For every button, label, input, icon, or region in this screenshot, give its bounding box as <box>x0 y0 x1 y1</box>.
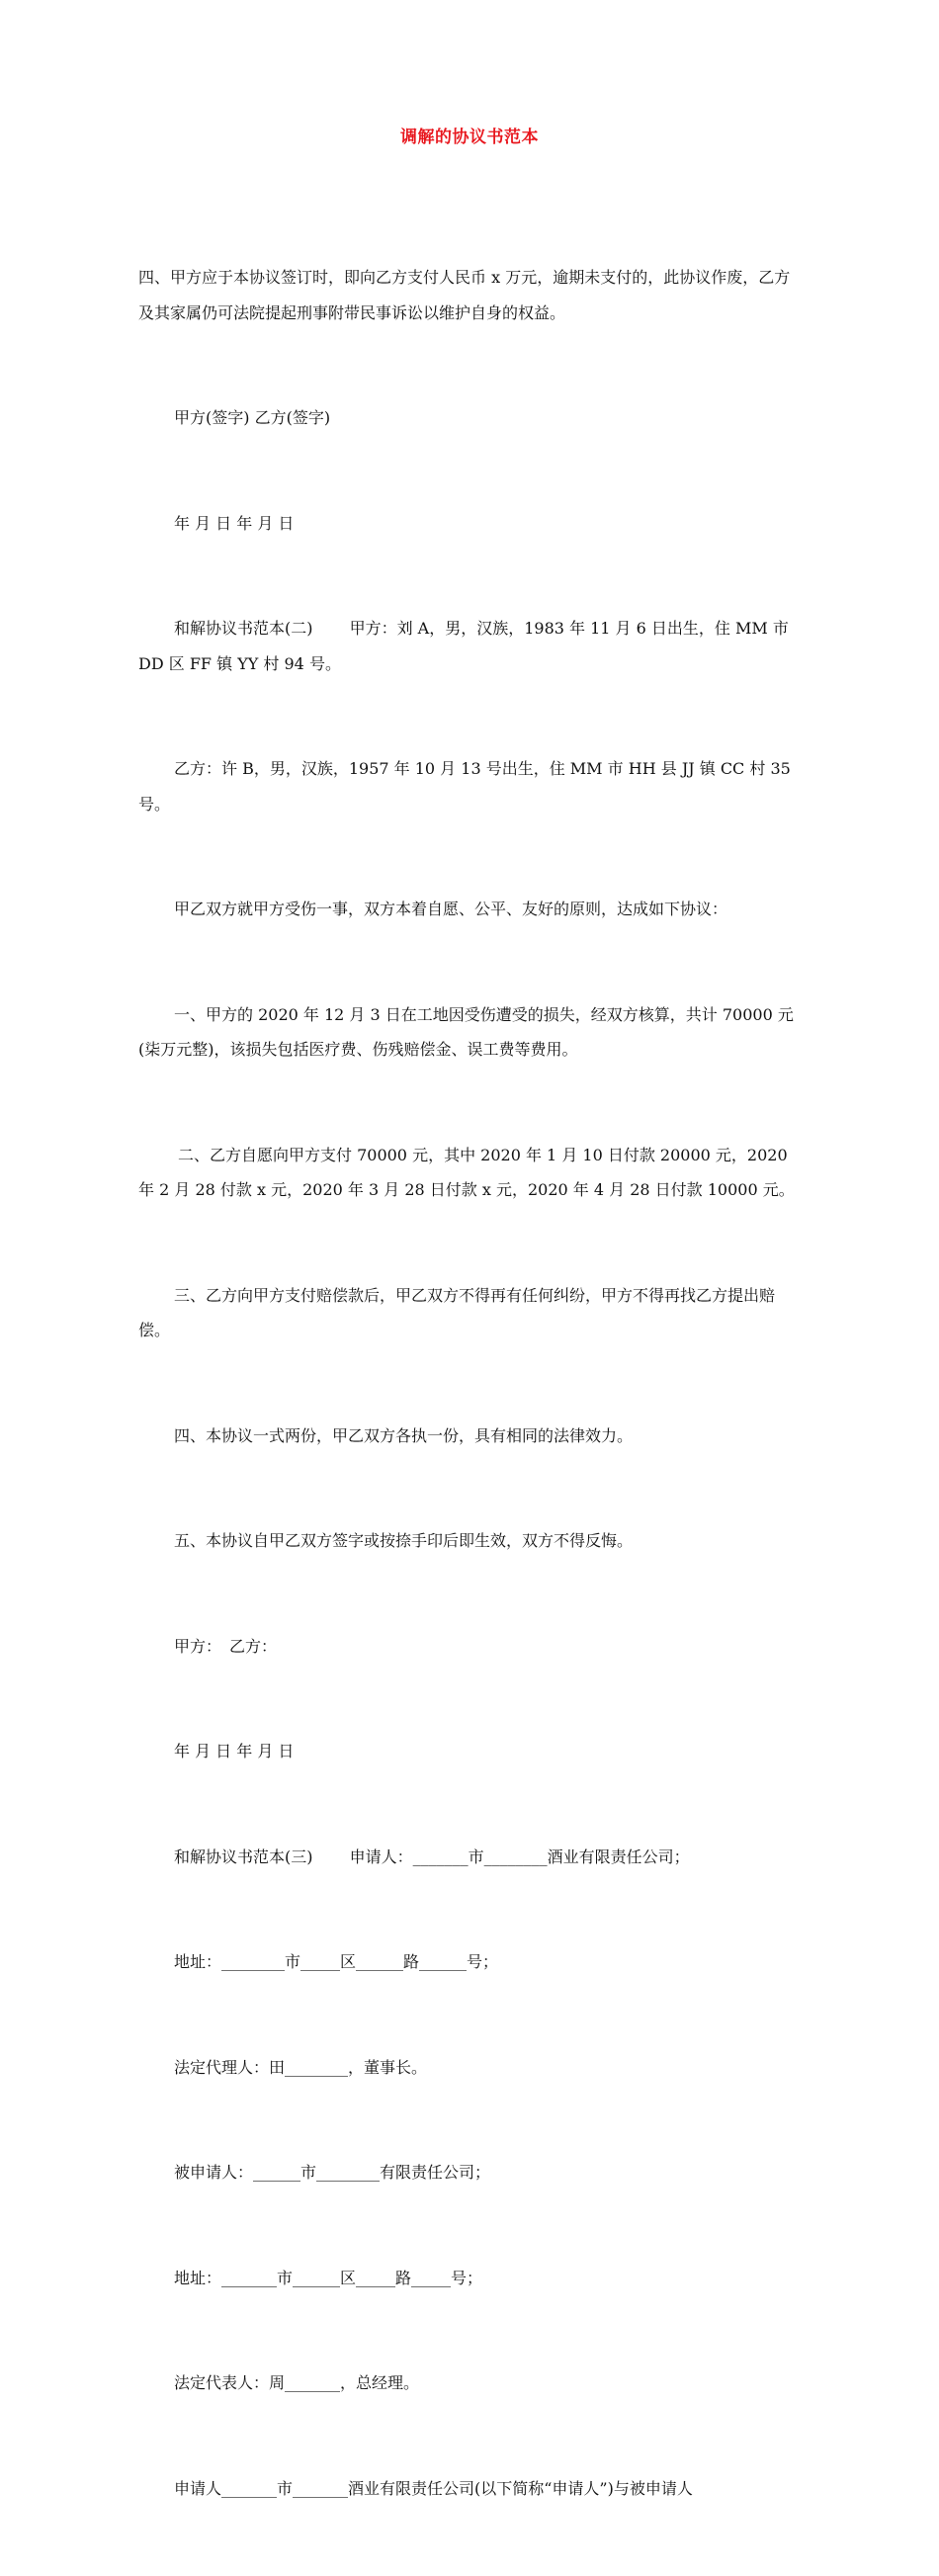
paragraph: 一、甲方的 2020 年 12 月 3 日在工地因受伤遭受的损失，经双方核算，共计 70000 元(柒万元整)，该损失包括医疗费、伤残赔偿金、误工费等费用。 <box>138 1004 794 1059</box>
paragraph: 被申请人：______市________有限责任公司； <box>174 2163 491 2182</box>
paragraph: 地址：_______市______区_____路_____号； <box>174 2268 483 2287</box>
paragraph: 年 月 日 年 月 日 <box>174 513 295 533</box>
document-body <box>138 190 803 2576</box>
paragraph: 甲乙双方就甲方受伤一事，双方本着自愿、公平、友好的原则，达成如下协议： <box>174 900 728 918</box>
paragraph: 法定代表人：周_______，总经理。 <box>174 2373 420 2392</box>
paragraph: 甲方： 乙方： <box>174 1636 278 1656</box>
paragraph: 四、本协议一式两份，甲乙双方各执一份，具有相同的法律效力。 <box>174 1425 634 1445</box>
paragraph: 五、本协议自甲乙双方签字或按捺手印后即生效，双方不得反悔。 <box>174 1531 634 1550</box>
paragraph: 二、乙方自愿向甲方支付 70000 元，其中 2020 年 1 月 10 日付款 20000 元，2020 年 2 月 28 付款 x 元，2020 年 3 月 28 日付款 x 元，2020 年 4 月 28 日付款 10000 元。 <box>138 1145 795 1199</box>
paragraph: 年 月 日 年 月 日 <box>174 1742 295 1760</box>
paragraph: 和解协议书范本(三) 申请人：_______市________酒业有限责任公司； <box>174 1846 690 1866</box>
paragraph: 和解协议书范本(二) 甲方：刘 A，男，汉族，1983 年 11 月 6 日出生，住 MM 市 DD 区 FF 镇 YY 村 94 号。 <box>138 619 794 673</box>
paragraph: 三、乙方向甲方支付赔偿款后，甲乙双方不得再有任何纠纷，甲方不得再找乙方提出赔偿。 <box>138 1285 776 1339</box>
paragraph: 甲方(签字) 乙方(签字) <box>174 408 331 427</box>
paragraph: 法定代理人：田________，董事长。 <box>174 2057 428 2077</box>
paragraph: 申请人_______市_______酒业有限责任公司(以下简称“申请人”)与被申请人 <box>174 2478 693 2498</box>
paragraph: 四、甲方应于本协议签订时，即向乙方支付人民币 x 万元，逾期未支付的，此协议作废，乙方及其家属仍可法院提起刑事附带民事诉讼以维护自身的权益。 <box>138 268 791 322</box>
document-title: 调解的协议书范本 <box>400 128 539 147</box>
paragraph: 乙方：许 B，男，汉族，1957 年 10 月 13 号出生，住 MM 市 HH 县 JJ 镇 CC 村 35 号。 <box>138 759 796 814</box>
paragraph: 地址：________市_____区______路______号； <box>174 1952 499 1971</box>
